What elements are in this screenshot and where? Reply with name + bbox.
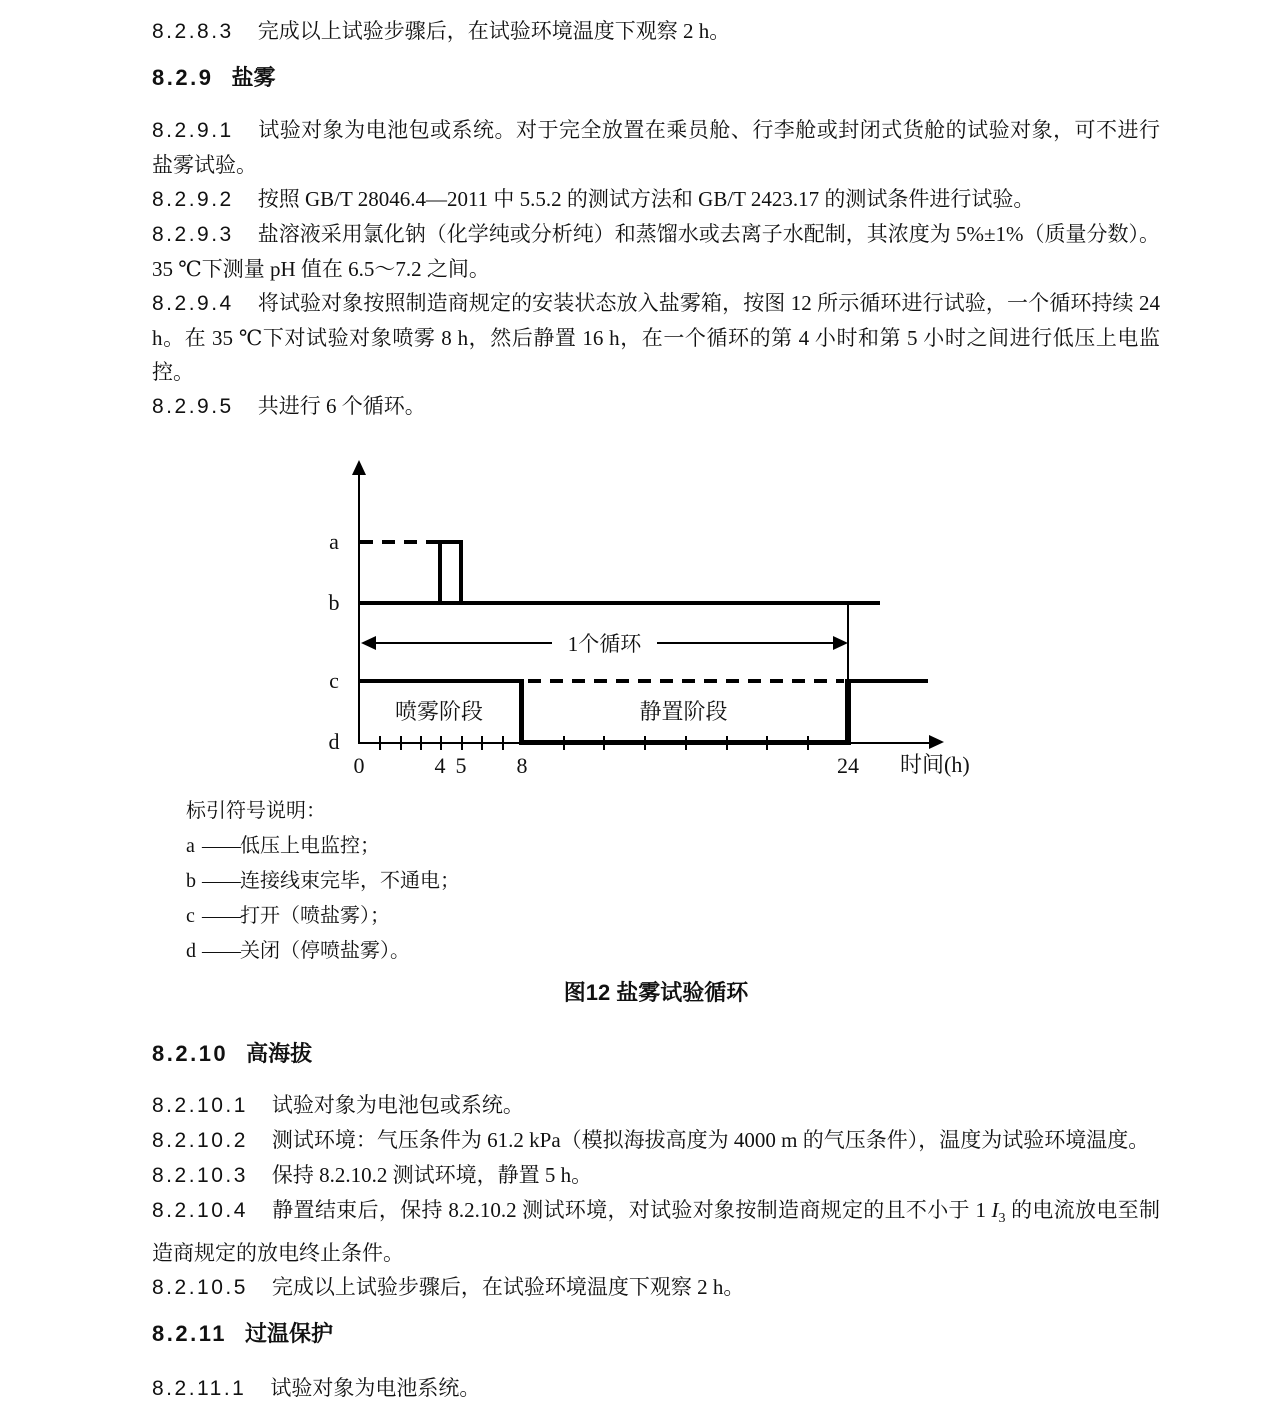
clause-number: 8.2.9.5 bbox=[152, 395, 234, 418]
clause-8-2-9-1 bbox=[152, 113, 1160, 182]
legend-text: 打开（喷盐雾）； bbox=[240, 905, 390, 927]
figure-legend bbox=[186, 794, 1160, 969]
clause-8-2-10-1 bbox=[152, 1088, 1160, 1123]
section-title: 过温保护 bbox=[244, 1321, 333, 1347]
cycle-end-rise-line bbox=[845, 679, 851, 745]
legend-item-b bbox=[186, 864, 1160, 899]
hour-tick bbox=[461, 736, 463, 750]
tick-label-8: 8 bbox=[516, 753, 528, 778]
clause-number: 8.2.10.3 bbox=[152, 1164, 248, 1187]
legend-dash: —— bbox=[202, 835, 240, 857]
clause-8-2-11-1 bbox=[152, 1371, 1160, 1406]
clause-text: 的电流放电至制造商规定的放电终止条件。 bbox=[152, 1198, 1161, 1266]
tick-label-4: 4 bbox=[434, 753, 446, 778]
clause-number: 8.2.8.3 bbox=[152, 20, 234, 43]
cycle-left-arrow-icon bbox=[361, 636, 376, 650]
clause-block-salt-spray bbox=[152, 113, 1160, 424]
clause-text: 将试验对象按照制造商规定的安装状态放入盐雾箱，按图 12 所示循环进行试验，一个循环持续 24 h。在 35 ℃下对试验对象喷雾 8 h，然后静置 16 h，在一个循环的第 4 小时和第 5 小时之间进行低压上电监控。 bbox=[152, 291, 1160, 384]
time-axis-arrow-icon bbox=[929, 735, 944, 749]
legend-item-c bbox=[186, 899, 1160, 934]
phase-label-static: 静置阶段 bbox=[639, 699, 728, 724]
level-label-b: b bbox=[328, 590, 340, 615]
level-label-a: a bbox=[329, 529, 339, 554]
cycle-span-arrow bbox=[361, 630, 848, 656]
legend-item-a bbox=[186, 829, 1160, 864]
clause-text: 测试环境：气压条件为 61.2 kPa（模拟海拔高度为 4000 m 的气压条件），温度为试验环境温度。 bbox=[271, 1128, 1150, 1152]
post-cycle-c-line bbox=[845, 679, 928, 683]
clause-number: 8.2.9.4 bbox=[152, 292, 234, 315]
cycle-label: 1个循环 bbox=[567, 632, 642, 656]
spray-phase-c-line bbox=[359, 679, 522, 683]
clause-text: 按照 GB/T 28046.4—2011 中 5.5.2 的测试方法和 GB/T 2423.17 的测试条件进行试验。 bbox=[257, 187, 1035, 211]
hour-tick bbox=[726, 736, 728, 750]
clause-number: 8.2.10.4 bbox=[152, 1199, 248, 1222]
hour-tick bbox=[420, 736, 422, 750]
clause-8-2-9-4 bbox=[152, 286, 1160, 389]
legend-dash: —— bbox=[202, 870, 240, 892]
section-heading-8-2-10 bbox=[152, 1037, 1160, 1071]
section-number: 8.2.9 bbox=[152, 65, 214, 90]
clause-text: 完成以上试验步骤后，在试验环境温度下观察 2 h。 bbox=[257, 19, 731, 43]
clause-text: 试验对象为电池包或系统。对于完全放置在乘员舱、行李舱或封闭式货舱的试验对象，可不进行盐雾试验。 bbox=[152, 118, 1160, 177]
section-number: 8.2.10 bbox=[152, 1041, 229, 1066]
section-title: 盐雾 bbox=[231, 65, 276, 90]
clause-number: 8.2.10.2 bbox=[152, 1129, 248, 1152]
legend-key: b bbox=[186, 870, 196, 892]
legend-key: c bbox=[186, 905, 195, 927]
figure-caption: 图12 盐雾试验循环 bbox=[563, 980, 749, 1005]
section-number: 8.2.11 bbox=[152, 1321, 227, 1347]
cycle-arrow-line bbox=[657, 642, 833, 644]
legend-dash: —— bbox=[202, 905, 240, 927]
hour-tick bbox=[685, 736, 687, 750]
clause-number: 8.2.9.3 bbox=[152, 223, 234, 246]
tick-label-24: 24 bbox=[837, 753, 859, 778]
hour-tick bbox=[481, 736, 483, 750]
level-label-d: d bbox=[328, 729, 340, 754]
legend-text: 关闭（停喷盐雾）。 bbox=[240, 940, 410, 962]
clause-8-2-10-3 bbox=[152, 1158, 1160, 1193]
hour-tick bbox=[502, 736, 504, 750]
legend-dash: —— bbox=[202, 940, 240, 962]
legend-text: 连接线束完毕，不通电； bbox=[240, 870, 460, 892]
section-heading-8-2-11 bbox=[152, 1317, 1160, 1351]
legend-item-d bbox=[186, 934, 1160, 969]
hour-tick bbox=[766, 736, 768, 750]
figure-12-salt-spray-cycle-diagram bbox=[152, 462, 1160, 784]
legend-key: a bbox=[186, 835, 195, 857]
hour-tick bbox=[807, 736, 809, 750]
section-heading-8-2-9 bbox=[152, 61, 1160, 95]
clause-text: 静置结束后，保持 8.2.10.2 测试环境，对试验对象按制造商规定的且不小于 1 bbox=[271, 1198, 992, 1222]
clause-block-high-altitude bbox=[152, 1088, 1160, 1305]
clause-number: 8.2.11.1 bbox=[152, 1377, 247, 1401]
clause-text: 完成以上试验步骤后，在试验环境温度下观察 2 h。 bbox=[271, 1275, 745, 1300]
y-axis-arrow-icon bbox=[352, 460, 366, 475]
cycle-arrow-line bbox=[376, 642, 552, 644]
level-c-dashed-line bbox=[528, 679, 844, 683]
time-axis-title: 时间(h) bbox=[900, 752, 970, 777]
section-title: 高海拔 bbox=[246, 1041, 313, 1066]
hour-tick bbox=[379, 736, 381, 750]
clause-8-2-9-3 bbox=[152, 217, 1160, 286]
hour-tick bbox=[440, 736, 442, 750]
legend-text: 低压上电监控； bbox=[240, 835, 380, 857]
hour-tick bbox=[563, 736, 565, 750]
clause-8-2-9-2 bbox=[152, 182, 1160, 217]
clause-8-2-10-4 bbox=[152, 1193, 1160, 1270]
clause-text: 试验对象为电池系统。 bbox=[270, 1376, 481, 1401]
tick-label-5: 5 bbox=[455, 753, 467, 778]
hour-tick bbox=[400, 736, 402, 750]
monitor-pulse-shape bbox=[438, 540, 463, 605]
clause-number: 8.2.10.1 bbox=[152, 1094, 248, 1117]
current-rate-symbol: I bbox=[991, 1198, 999, 1222]
tick-label-0: 0 bbox=[353, 753, 365, 778]
clause-8-2-10-5 bbox=[152, 1270, 1160, 1305]
clause-text: 共进行 6 个循环。 bbox=[257, 394, 426, 418]
legend-intro: 标引符号说明： bbox=[186, 800, 326, 822]
clause-number: 8.2.9.1 bbox=[152, 119, 234, 142]
cycle-right-arrow-icon bbox=[833, 636, 848, 650]
clause-text: 盐溶液采用氯化钠（化学纯或分析纯）和蒸馏水或去离子水配制，其浓度为 5%±1%（质量分数）。35 ℃下测量 pH 值在 6.5～7.2 之间。 bbox=[152, 222, 1160, 281]
clause-8-2-10-2 bbox=[152, 1123, 1160, 1158]
phase-label-spray: 喷雾阶段 bbox=[394, 699, 483, 724]
level-label-c: c bbox=[329, 668, 339, 693]
cycle-end-marker-line bbox=[847, 605, 849, 679]
level-b-line bbox=[359, 601, 880, 605]
clause-text: 保持 8.2.10.2 测试环境，静置 5 h。 bbox=[271, 1163, 593, 1187]
level-a-dashed-line bbox=[360, 540, 440, 544]
clause-text: 试验对象为电池包或系统。 bbox=[271, 1093, 524, 1117]
clause-number: 8.2.9.2 bbox=[152, 188, 234, 211]
legend-key: d bbox=[186, 940, 196, 962]
current-rate-subscript: 3 bbox=[998, 1211, 1006, 1227]
clause-number: 8.2.10.5 bbox=[152, 1276, 248, 1300]
hour-tick bbox=[603, 736, 605, 750]
clause-8-2-8-3 bbox=[152, 14, 1160, 49]
hour-tick bbox=[644, 736, 646, 750]
clause-8-2-9-5 bbox=[152, 389, 1160, 424]
